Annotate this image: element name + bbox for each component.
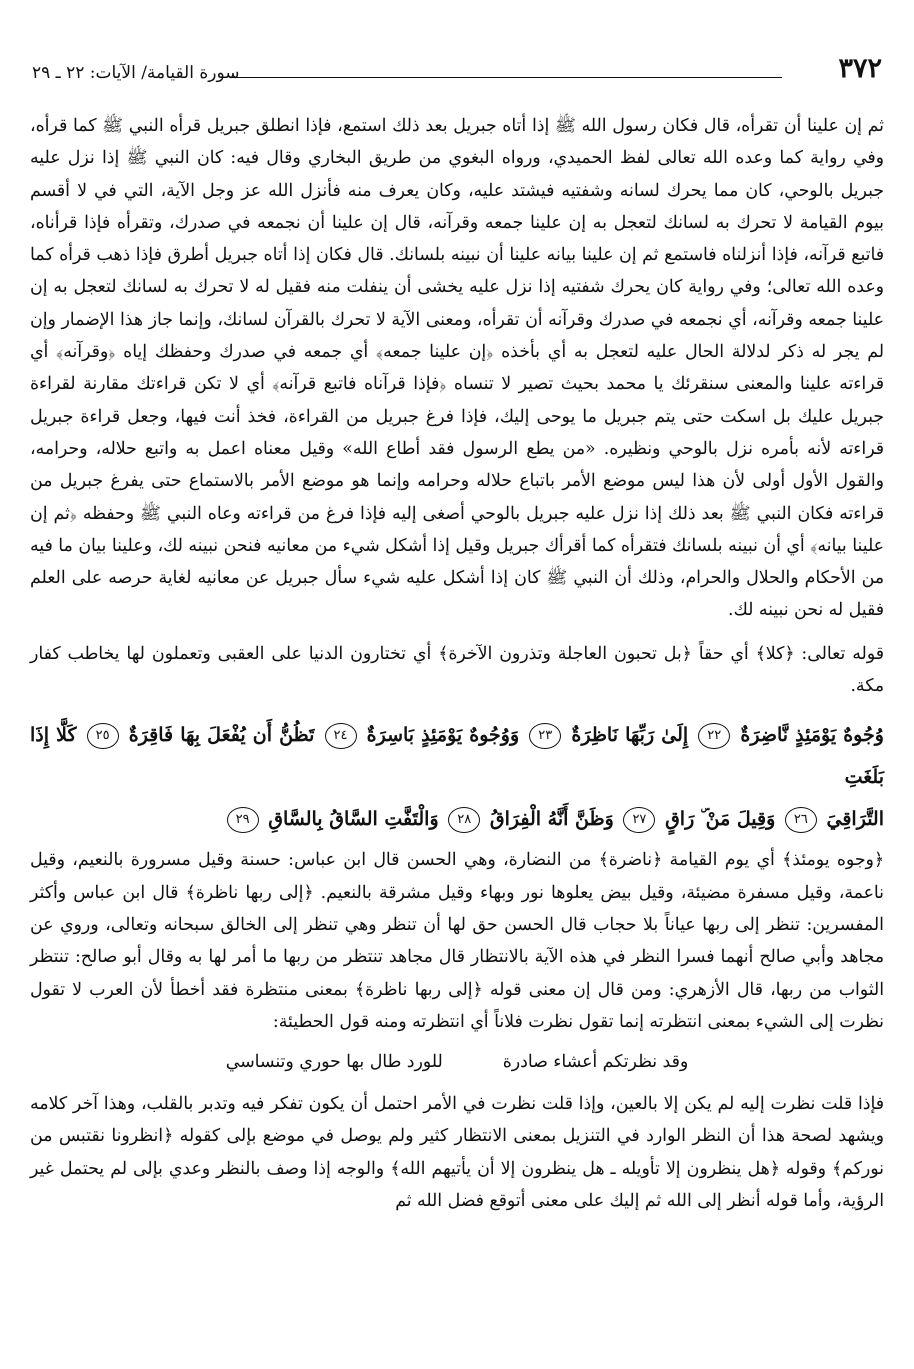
poem-verse bbox=[30, 1046, 884, 1078]
page-body bbox=[30, 110, 884, 1217]
running-title: سورة القيامة/ الآيات: ٢٢ ـ ٢٩ bbox=[32, 63, 240, 83]
ayah-marker: ٢٩ bbox=[227, 807, 259, 833]
verse-text: إِلَىٰ رَبِّهَا نَاظِرَةٌ bbox=[571, 724, 689, 747]
header-rule bbox=[232, 77, 782, 78]
verse-text: وَالْتَفَّتِ السَّاقُ بِالسَّاقِ bbox=[268, 808, 439, 831]
quran-verses bbox=[30, 714, 884, 840]
ayah-marker: ٢٦ bbox=[785, 807, 817, 833]
verse-text: وُجُوهٌ يَوْمَئِذٍ نَّاضِرَةٌ bbox=[740, 724, 884, 747]
verse-text: التَّرَاقِيَ bbox=[826, 808, 884, 831]
poem-left-hemistich: للورد طال بها حوري وتنساسي bbox=[225, 1052, 443, 1073]
paragraph-tafsir: ﴿وجوه يومئذ﴾ أي يوم القيامة ﴿ناضرة﴾ من النضارة، وهي الحسن قال ابن عباس: حسنة وقيل مسرورة بالنعيم، وقيل ناعمة، وقيل مسفرة مضيئة، وقيل بيض يعلوها نور وبهاء وقيل مشرقة بالنعيم. ﴿إلى ربها ناظرة﴾ قال ابن عباس وأكثر المفسرين: تنظر إلى ربها عياناً بلا حجاب قال الحسن حق لها أن تنظر وهي تنظر إلى الخالق سبحانه وتعالى، وروي عن مجاهد وأبي صالح أنهما فسرا النظر في هذه الآية بالانتظار قال مجاهد تنتظر من ربها ما أمر لها به وقال أبو صالح: تنتظر الثواب من ربها، قال الأزهري: ومن قال إن معنى قوله ﴿إلى ربها ناظرة﴾ بمعنى منتظرة فقد أخطأ لأن العرب لا تقول نظرت إلى الشيء بمعنى انتظرته إنما تقول نظرت فلاناً أي انتظرته ومنه قول الحطيئة: bbox=[30, 850, 884, 1032]
verse-line-2 bbox=[30, 798, 884, 840]
ayah-marker: ٢٥ bbox=[87, 723, 119, 749]
verse-text: وَقِيلَ مَنْ ۜ رَاقٍ bbox=[665, 808, 776, 831]
ayah-marker: ٢٧ bbox=[623, 807, 655, 833]
paragraph-hadith: ثم إن علينا أن تقرأه، قال فكان رسول الله ﷺ إذا أتاه جبريل بعد ذلك استمع، فإذا انطلق جبريل قرأه النبي ﷺ كما قرأه، وفي رواية كما وعده الله تعالى لفظ الحميدي، ورواه البغوي من طريق البخاري وقال فيه: كان النبي ﷺ إذا نزل عليه جبريل بالوحي، كان مما يحرك لسانه وشفتيه فيشتد عليه، وكان يعرف منه فأنزل الله عز وجل الآية، التي في لا أقسم بيوم القيامة لا تحرك به لسانك لتعجل به إن علينا جمعه وقرآنه، قال إن علينا أن نجمعه في صدرك، وتقرأه فإذا قرأناه، فاتبع قرآنه، فإذا أنزلناه فاستمع ثم إن علينا بيانه علينا أن نبينه بلسانك. قال فكان إذا أتاه جبريل أطرق فإذا ذهب قرأه كما وعده الله تعالى؛ وفي رواية كان يحرك شفتيه إذا نزل عليه يخشى أن ينفلت منه فقيل له لا تحرك به لسانك لتعجل به إن علينا جمعه وقرآنه، أي نجمعه في صدرك وقرآنه أن تقرأه، ومعنى الآية لا تحرك بالقرآن لسانك، وإنما جاز هذا الإضمار وإن لم يجر له ذكر لدلالة الحال عليه لتعجل به أي بأخذه ﴿إن علينا جمعه﴾ أي جمعه في صدرك وحفظك إياه ﴿وقرآنه﴾ أي قراءته علينا والمعنى سنقرئك يا محمد بحيث تصير لا تنساه ﴿فإذا قرآناه فاتبع قرآنه﴾ أي لا تكن قراءتك مقارنة لقراءة جبريل عليك بل اسكت حتى يتم جبريل ما يوحى إليك، فإذا فرغ جبريل من القراءة، فخذ أنت فيها، وجعل قراءة جبريل قراءته لأنه بأمره نزل بالوحي ونظيره. «من يطع الرسول فقد أطاع الله» وقيل معناه اعمل به واتبع حلاله، وحرامه، والقول الأول أولى لأن هذا ليس موضع الأمر باتباع حلاله وحرامه وإنما هو موضع الأمر بالاستماع حتى يفرغ جبريل من قراءته فكان النبي ﷺ بعد ذلك إذا نزل عليه جبريل بالوحي أصغى إليه فإذا فرغ من قراءته وعاه النبي ﷺ وحفظه ﴿ثم إن علينا بيانه﴾ أي أن نبينه بلسانك فتقرأه كما أقرأك جبريل وقيل إذا أشكل شيء من معانيه فنحن نبينه لك، وعلينا بيان ما فيه من الأحكام والحلال والحرام، وذلك أن النبي ﷺ كان إذا أشكل عليه شيء سأل جبريل عن معانيه لغاية حرصه على العلم فقيل له نحن نبينه لك. bbox=[30, 116, 884, 621]
page-header bbox=[32, 52, 882, 92]
verse-text: وَظَنَّ أَنَّهُ الْفِرَاقُ bbox=[489, 808, 614, 831]
verse-text: وَوُجُوهٌ يَوْمَئِذٍ بَاسِرَةٌ bbox=[366, 724, 520, 747]
verse-text: كَلَّا إِذَا بَلَغَتِ bbox=[30, 724, 884, 789]
page-number: ٣٧٢ bbox=[838, 53, 882, 84]
verse-line-1 bbox=[30, 714, 884, 798]
paragraph-kalla: قوله تعالى: ﴿كلا﴾ أي حقاً ﴿بل تحبون العاجلة وتذرون الآخرة﴾ أي تختارون الدنيا على العقبى وتعملون لها يخاطب كفار مكة. bbox=[30, 643, 884, 697]
verse-text: تَظُنُّ أَن يُفْعَلَ بِهَا فَاقِرَةٌ bbox=[128, 724, 315, 747]
ayah-marker: ٢٨ bbox=[448, 807, 480, 833]
poem-right-hemistich: وقد نظرتكم أعشاء صادرة bbox=[502, 1052, 689, 1073]
paragraph-closing: فإذا قلت نظرت إليه لم يكن إلا بالعين، وإذا قلت نظرت في الأمر احتمل أن يكون تفكر فيه وتدبر بالقلب، وهذا آخر كلامه ويشهد لصحة هذا أن النظر الوارد في التنزيل بمعنى الانتظار كثير ولم يوصل في موضع بإلى كقوله ﴿انظرونا نقتبس من نوركم﴾ وقوله ﴿هل ينظرون إلا تأويله ـ هل ينظرون إلا أن يأتيهم الله﴾ والوجه إذا وصف بالنظر وعدي بإلى لم يحتمل غير الرؤية، وأما قوله أنظر إلى الله ثم إليك على معنى أتوقع فضل الله ثم bbox=[30, 1094, 884, 1212]
ayah-marker: ٢٣ bbox=[529, 723, 561, 749]
ayah-marker: ٢٢ bbox=[698, 723, 730, 749]
ayah-marker: ٢٤ bbox=[325, 723, 357, 749]
